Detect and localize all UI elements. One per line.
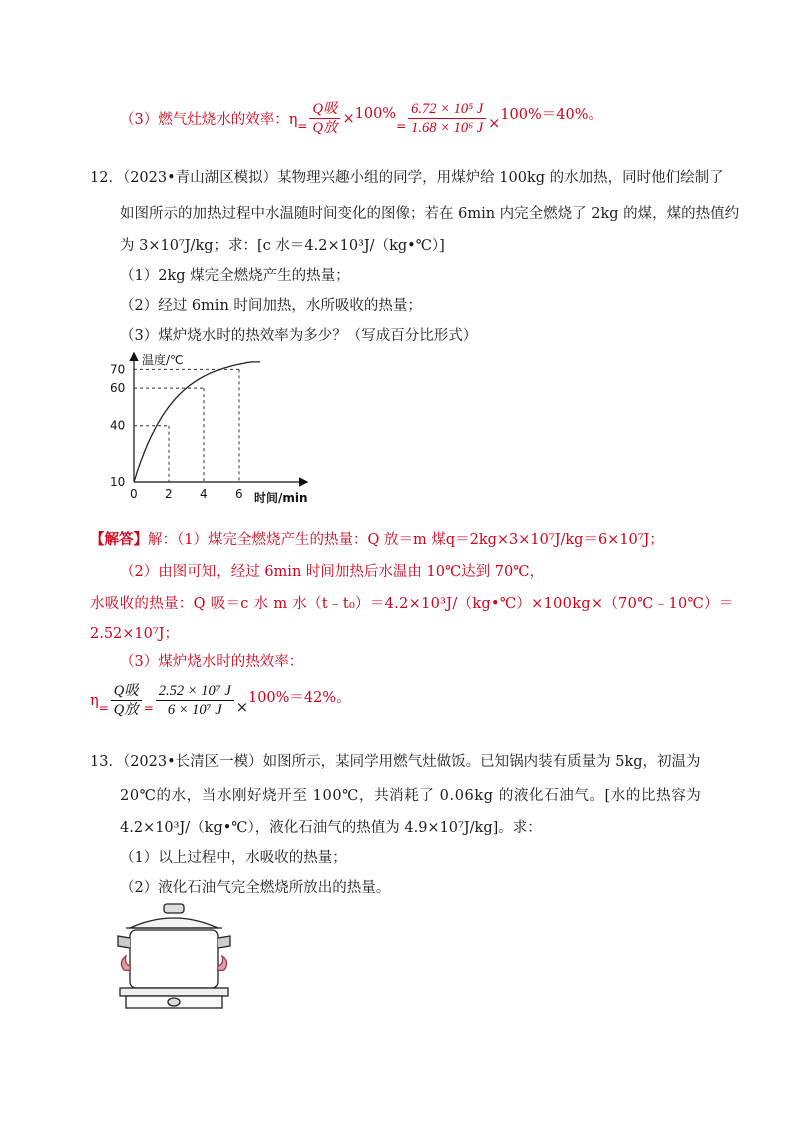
x-axis-label: 时间/min (254, 491, 308, 505)
q12-sub1: （1）2kg 煤完全燃烧产生的热量； (120, 268, 350, 284)
answer12-line4: 2.52×10⁷J； (90, 626, 180, 642)
q13-sub1: （1）以上过程中，水吸收的热量； (120, 850, 347, 866)
temperature-curve (134, 362, 260, 482)
answer12-line2: （2）由图可知，经过 6min 时间加热后水温由 10℃达到 70℃， (120, 564, 544, 580)
q12-line3: 为 3×10⁷J/kg；求：[c 水＝4.2×10³J/（kg•℃）] (120, 238, 445, 254)
answer12-line1: 【解答】解：（1）煤完全燃烧产生的热量：Q 放＝m 煤q＝2kg×3×10⁷J/kg＝6×10⁷J； (90, 531, 664, 548)
y-tick-label: 60 (110, 381, 126, 396)
q13-line1: 13．（2023•长清区一模）如图所示，某同学用燃气灶做饭。已知锅内装有质量为 5kg，初温为 (90, 754, 701, 770)
answer12-line3: 水吸收的热量：Q 吸＝c 水 m 水（t﹣t₀）＝4.2×10³J/（kg•℃）×100kg×（70℃﹣10℃）＝ (90, 596, 734, 612)
answer12-line5: （3）煤炉烧水时的热效率： (120, 654, 304, 670)
answer-tag: 【解答】 (90, 531, 148, 548)
q12-sub2: （2）经过 6min 时间加热，水所吸收的热量； (120, 298, 422, 314)
pot-handle-left (118, 936, 130, 948)
pot-handle-right (218, 936, 230, 948)
y-tick-label: 10 (110, 475, 126, 489)
pot-lid (130, 918, 218, 928)
y-tick-label: 40 (110, 418, 126, 433)
answer12-efficiency-formula: η = $\frac{\text{Q吸}}{\text{Q放}}$ = $\frac{\text{2.52 × 10⁷ J}}{\text{6 × 10⁷ J}}$ × 100%＝42%。 (90, 683, 351, 718)
q13-line3: 4.2×10³J/（kg•℃），液化石油气的热值为 4.9×10⁷J/kg]。求： (120, 820, 542, 836)
prev-efficiency-formula: （3）燃气灶烧水的效率：η = $\frac{\text{Q吸}}{\text{Q放}}$ × 100% = $\frac{\text{6.72 × 10⁵ J}}{\text{1.68 × 10⁶ J}}$ × 100%＝40%。 (120, 101, 604, 136)
flame-left (121, 956, 130, 971)
y-tick-label: 70 (110, 362, 126, 377)
x-tick-label: 0 (130, 487, 138, 501)
q12-line1: 12．（2023•青山湖区模拟）某物理兴趣小组的同学，用煤炉给 100kg 的水加热，同时他们绘制了 (90, 170, 724, 186)
stove-top (120, 988, 228, 996)
q13-sub2: （2）液化石油气完全燃烧所放出的热量。 (120, 880, 391, 896)
fraction-values: $\frac{\text{2.52 × 10⁷ J}}{\text{6 × 10⁷ J}}$ (156, 682, 234, 719)
prev-efficiency-lead: （3）燃气灶烧水的效率：η (120, 112, 298, 128)
flame-right (218, 956, 227, 971)
q12-sub3: （3）煤炉烧水时的热效率为多少？（写成百分比形式） (120, 328, 478, 344)
stove-knob (168, 998, 180, 1006)
y-axis-label: 温度/℃ (142, 353, 184, 367)
x-tick-label: 2 (165, 487, 173, 501)
pot-on-gas-stove-illustration (112, 898, 237, 1013)
q12-line2: 如图所示的加热过程中水温随时间变化的图像；若在 6min 内完全燃烧了 2kg 的煤，煤的热值约 (120, 206, 740, 222)
q13-line2: 20℃的水，当水刚好烧开至 100℃，共消耗了 0.06kg 的液化石油气。[水的比热容为 (120, 788, 702, 804)
lid-knob (164, 904, 184, 913)
pot-body (130, 930, 218, 988)
fraction-values: $\frac{\text{6.72 × 10⁵ J}}{\text{1.68 × 10⁶ J}}$ (408, 100, 486, 137)
x-tick-label: 6 (235, 487, 243, 501)
fraction-q-absorbed-over-released: $\frac{\text{Q吸}}{\text{Q放}}$ (309, 100, 340, 137)
fraction-q-absorbed-over-released: $\frac{\text{Q吸}}{\text{Q放}}$ (111, 682, 142, 719)
x-tick-label: 4 (200, 487, 208, 501)
temperature-time-chart (108, 348, 328, 508)
